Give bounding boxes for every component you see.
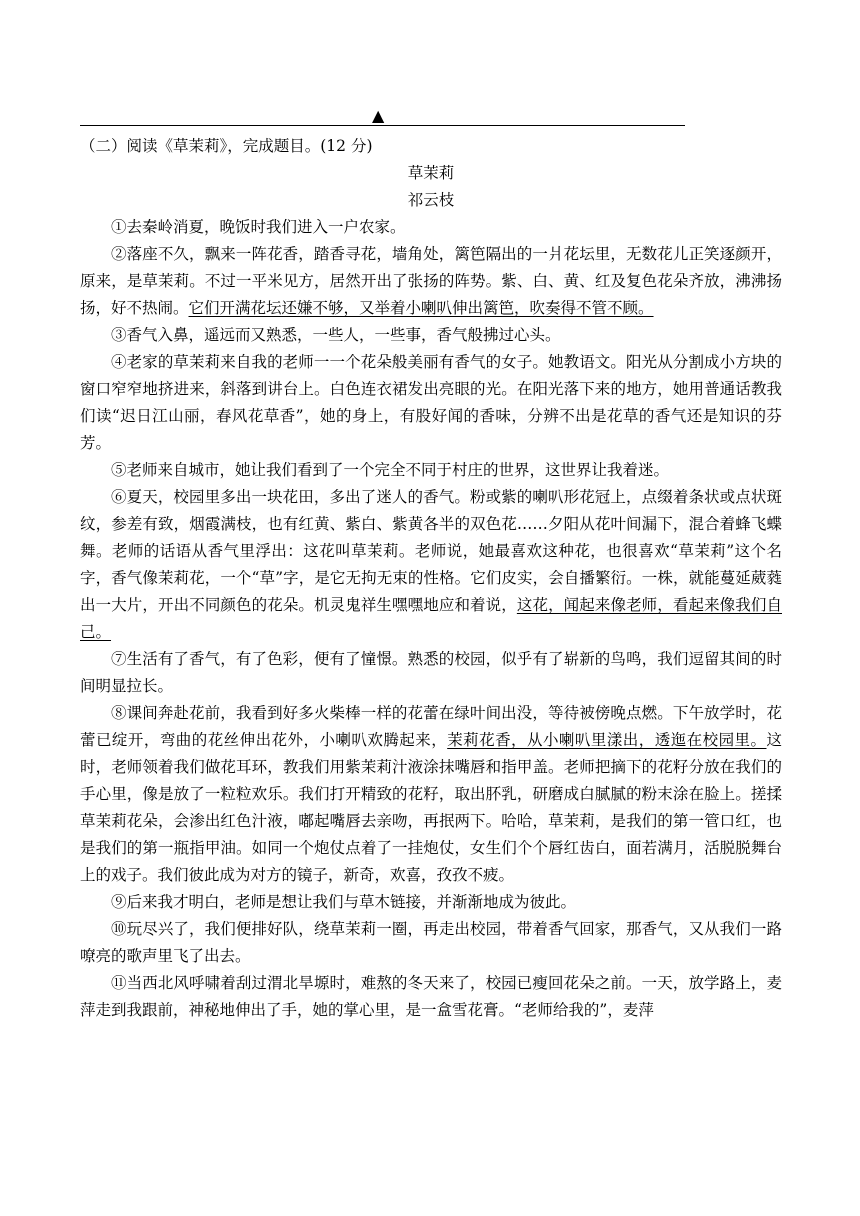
passage-author: 祁云枝 xyxy=(407,191,455,209)
triangle-marker-icon: ▲ xyxy=(372,106,385,125)
horizontal-divider xyxy=(80,125,685,126)
paragraph-9: ⑨后来我才明白，老师是想让我们与草木链接，并渐渐地成为彼此。 xyxy=(111,893,577,911)
paragraph-8 xyxy=(80,700,782,889)
underlined-sentence-3: 茉莉花香，从小喇叭里漾出，透迤在校园里。 xyxy=(447,731,767,749)
passage-title: 草茉莉 xyxy=(407,164,455,182)
paragraph-1: ①去秦岭消夏，晚饭时我们进入一户农家。 xyxy=(111,218,406,236)
section-heading: （二）阅读《草茉莉》，完成题目。(12 分) xyxy=(80,137,373,155)
paragraph-11: ⑪当西北风呼啸着刮过渭北旱塬时，难熬的冬天来了，校园已瘦回花朵之前。一天，放学路上，麦萍走到我跟前，神秘地伸出了手，她的掌心里，是一盒雪花膏。“老师给我的”，麦萍 xyxy=(80,974,782,1019)
paragraph-5: ⑤老师来自城市，她让我们看到了一个完全不同于村庄的世界，这世界让我着迷。 xyxy=(111,461,670,479)
underlined-sentence-1: 它们开满花坛还嫌不够，又举着小喇叭伸出篱笆，吹奏得不管不顾。 xyxy=(188,299,654,317)
paragraph-2-text: ②落座不久，飘来一阵花香，踏香寻花，墙角处，篱笆隔出的一爿花坛里，无数花儿正笑逐颜开，原来，是草茉莉。不过一平米见方，居然开出了张扬的阵势。紫、白、黄、红及复色花朵齐放，沸沸扬扬，好不热闹。 xyxy=(80,245,782,317)
paragraph-3: ③香气入鼻，遥远而又熟悉，一些人，一些事，香气般拂过心头。 xyxy=(111,326,561,344)
reading-passage xyxy=(80,133,782,1024)
paragraph-8-text-b: 这时，老师领着我们做花耳环，教我们用紫茉莉汁液涂抹嘴唇和指甲盖。老师把摘下的花籽分放在我们的手心里，像是放了一粒粒欢乐。我们打开精致的花籽，取出肧乳，研磨成白腻腻的粉末涂在脸上。搓揉草茉莉花朵，会渗出红色汁液，嘟起嘴唇去亲吻，再抿两下。哈哈，草茉莉，是我们的第一管口红，也是我们的第一瓶指甲油。如同一个炮仗点着了一挂炮仗，女生们个个唇红齿白，面若满月，活脱脱舞台上的戏子。我们彼此成为对方的镜子，新奇，欢喜，孜孜不疲。 xyxy=(80,731,782,884)
paragraph-8-text-a: ⑧课间奔赴花前，我看到好多火柴棒一样的花蕾在绿叶间出没，等待被傍晚点燃。下午放学时，花蕾已绽开，弯曲的花丝伸出花外，小喇叭欢腾起来， xyxy=(80,704,782,749)
paragraph-6 xyxy=(80,484,782,646)
paragraph-4: ④老家的草茉莉来自我的老师一一个花朵般美丽有香气的女子。她教语文。阳光从分割成小方块的窗口窄窄地挤进来，斜落到讲台上。白色连衣裙发出亮眼的光。在阳光落下来的地方，她用普通话教我们读“迟日江山丽，春风花草香”，她的身上，有股好闻的香味，分辨不出是花草的香气还是知识的芬芳。 xyxy=(80,353,782,452)
paragraph-7: ⑦生活有了香气，有了色彩，便有了憧憬。熟悉的校园，似乎有了崭新的鸟鸣，我们逗留其间的时间明显拉长。 xyxy=(80,650,782,695)
paragraph-6-text: ⑥夏天，校园里多出一块花田，多出了迷人的香气。粉或紫的喇叭形花冠上，点缀着条状或点状斑纹，参差有致，烟霞满枝，也有红黄、紫白、紫黄各半的双色花……夕阳从花叶间漏下，混合着蜂飞蝶舞。老师的话语从香气里浮出：这花叫草茉莉。老师说，她最喜欢这种花，也很喜欢“草茉莉”这个名字，香气像茉莉花，一个“草”字，是它无拘无束的性格。它们皮实，会自播繁衍。一株，就能蔓延葳蕤出一大片，开出不同颜色的花朵。机灵鬼祥生嘿嘿地应和着说， xyxy=(80,488,782,614)
underlined-sentence-2: 这花，闻起来像老师，看起来像我们自己。 xyxy=(80,596,782,641)
paragraph-10: ⑩玩尽兴了，我们便排好队，绕草茉莉一圈，再走出校园，带着香气回家，那香气，又从我们一路嘹亮的歌声里飞了出去。 xyxy=(80,920,782,965)
paragraph-2 xyxy=(80,241,782,322)
